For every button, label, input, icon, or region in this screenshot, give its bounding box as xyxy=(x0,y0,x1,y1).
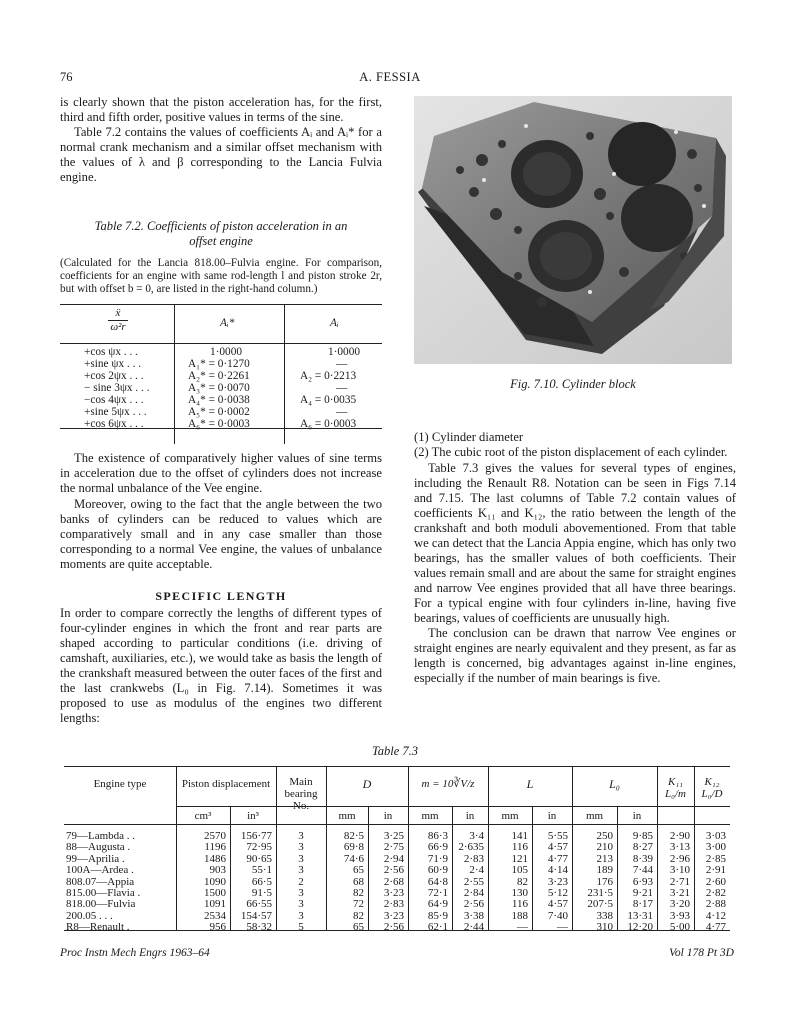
cell-l0-in: 6·93 xyxy=(632,875,653,888)
cell-bearings: 3 xyxy=(298,852,304,865)
figure-caption: Fig. 7.10. Cylinder block xyxy=(510,377,636,391)
table-header xyxy=(60,304,382,344)
cell-l0-in: 9·21 xyxy=(632,887,653,899)
unit-label: in xyxy=(465,810,475,822)
cell-l0-in: 8·39 xyxy=(632,852,653,865)
header-ai-star: Aᵢ* xyxy=(220,317,235,329)
cell-cm3: 1500 xyxy=(204,887,226,899)
cell-cm3: 1091 xyxy=(204,898,226,911)
cell-bearings: 2 xyxy=(298,875,304,888)
cylinder-block-illustration xyxy=(414,96,732,364)
cell-bearings: 3 xyxy=(298,864,304,877)
cell-k12: 3·03 xyxy=(705,830,726,842)
unit-label: mm xyxy=(421,810,439,822)
cell-in3: 66·5 xyxy=(251,875,272,888)
cell-l-mm: 116 xyxy=(511,841,528,854)
cell-d-mm: 82·5 xyxy=(343,830,364,842)
cell-m-mm: 85·9 xyxy=(427,909,448,922)
engine-type-cell: 79—Lambda . . xyxy=(66,830,136,842)
cell-m-mm: 86·3 xyxy=(427,830,448,842)
left-column-bottom xyxy=(60,451,382,726)
table-7-2-note: (Calculated for the Lancia 818.00–Fulvia engine. For comparison, coefficients for an engine with same rod-length l and piston stroke 2r, but with offset b = 0, are listed in the right-hand column.) xyxy=(60,257,382,295)
cell-k11: 2·96 xyxy=(669,852,690,865)
cell-m-in: 2·635 xyxy=(458,841,484,854)
cell-d-in: 2·68 xyxy=(383,875,404,888)
cell-d-mm: 82 xyxy=(353,887,364,899)
cell-m-in: 3·38 xyxy=(463,909,484,922)
cell-l0-in: 13·31 xyxy=(627,909,653,922)
unit-label: cm³ xyxy=(194,810,212,822)
cell-bearings: 3 xyxy=(298,887,304,899)
cell-cm3: 1090 xyxy=(204,875,226,888)
cell-l-in: 5·12 xyxy=(547,887,568,899)
cell-l-mm: 121 xyxy=(511,852,528,865)
header-d: D xyxy=(362,777,372,791)
engine-type-cell: 815.00—Flavia . xyxy=(66,887,141,899)
cell-m-in: 2·4 xyxy=(469,864,484,877)
table-7-2-caption: Table 7.2. Coefficients of piston acceleration in an offset engine xyxy=(94,219,348,248)
table-7-3-title: Table 7.3 xyxy=(371,744,419,758)
table-row xyxy=(64,922,730,933)
cell-l0-in: 8·17 xyxy=(632,898,653,911)
cell-k11: 3·10 xyxy=(669,864,690,877)
cell-d-in: 2·56 xyxy=(383,921,404,934)
section-title: SPECIFIC LENGTH xyxy=(155,589,287,603)
cell-l-in: 3·23 xyxy=(547,875,568,888)
engine-type-cell: R8—Renault . xyxy=(66,921,130,934)
paragraph: The existence of comparatively higher values of sine terms in acceleration due to the offset of cylinders does not increase the normal unbalance of the Vee engine. xyxy=(60,451,382,495)
unit-label: mm xyxy=(501,810,519,822)
cell-in3: 55·1 xyxy=(251,864,272,877)
running-head: A. FESSIA xyxy=(359,70,421,84)
header-piston-displacement: Piston displacement xyxy=(181,778,271,790)
cell-l0-mm: 213 xyxy=(596,852,613,865)
cell-l-in: 7·40 xyxy=(547,909,568,922)
cell-in3: 91·5 xyxy=(251,887,272,899)
cell-k11: 3·20 xyxy=(669,898,690,911)
cell-l0-in: 12·20 xyxy=(627,921,653,934)
header-engine-type: Engine type xyxy=(93,778,147,790)
cell-d-in: 2·83 xyxy=(383,898,404,911)
cell-bearings: 3 xyxy=(298,898,304,911)
cell-l0-mm: 338 xyxy=(596,909,613,922)
unit-label: in xyxy=(632,810,642,822)
cell-d-mm: 82 xyxy=(353,909,364,922)
k11-ratio: L₀/m xyxy=(665,788,686,800)
cell-cm3: 2570 xyxy=(204,830,226,842)
cell-in3: 72·95 xyxy=(246,841,272,854)
k12-ratio: L₀/D xyxy=(701,788,723,800)
engine-type-cell: 99—Aprilia . xyxy=(66,852,125,865)
acceleration-ratio-header xyxy=(70,307,166,334)
cell-in3: 90·65 xyxy=(246,852,272,865)
cell-bearings: 3 xyxy=(298,841,304,854)
cell-cm3: 956 xyxy=(209,921,226,934)
cell-k12: 2·88 xyxy=(705,898,726,911)
footer-journal: Proc Instn Mech Engrs 1963–64 xyxy=(60,947,210,959)
cell-m-mm: 60·9 xyxy=(427,864,448,877)
cell-l-mm: 188 xyxy=(511,909,528,922)
cell-in3: 58·32 xyxy=(246,921,272,934)
cell-l0-in: 7·44 xyxy=(632,864,653,877)
cell-m-mm: 64·8 xyxy=(427,875,448,888)
cell-bearings: 3 xyxy=(298,909,304,922)
cell-in3: 66·55 xyxy=(246,898,272,911)
cylinder-block-photo xyxy=(414,96,732,364)
cell-d-in: 3·23 xyxy=(383,909,404,922)
fraction-denominator: ω²r xyxy=(110,321,126,333)
unit-label: mm xyxy=(338,810,356,822)
cell-k12: 2·85 xyxy=(705,852,726,865)
cell-cm3: 1486 xyxy=(204,852,226,865)
cell-d-in: 2·94 xyxy=(383,852,404,865)
cell-k11: 3·21 xyxy=(669,887,690,899)
cell-l0-mm: 176 xyxy=(596,875,613,888)
cell-m-mm: 71·9 xyxy=(427,852,448,865)
footer-volume: Vol 178 Pt 3D xyxy=(669,947,734,959)
cell-l-mm: 82 xyxy=(517,875,528,888)
cell-k12: 2·91 xyxy=(705,864,726,877)
cell-l-in: — xyxy=(557,921,568,934)
cell-l-in: 4·14 xyxy=(547,864,568,877)
cell-d-mm: 74·6 xyxy=(343,852,364,865)
cell-l0-mm: 189 xyxy=(596,864,613,877)
k12-symbol: K₁₂ xyxy=(704,776,720,788)
cell-l0-mm: 310 xyxy=(596,921,613,934)
cell-d-mm: 65 xyxy=(353,864,364,877)
table-body: +cos ψx . . . 1·0000 1·0000 +sine ψx . . . A₁* = 0·1270 — +cos 2ψx . . . A₂* = 0·2261 A₂ = 0·2213 − sine 3ψx . . . A₃* = 0·0070 — −cos 4ψx . . . A₄* = 0·0038 A₄ = 0·0035 +sine 5ψx . . . A₅* = 0·0002 — +cos 6ψx . . . A₆* = 0·0003 A₆ = 0·0003 xyxy=(60,346,382,432)
cell-k12: 2·60 xyxy=(705,875,726,888)
cell-k12: 2·82 xyxy=(705,887,726,899)
list-item: (1) Cylinder diameter xyxy=(414,430,524,444)
paragraph: Moreover, owing to the fact that the angle between the two banks of cylinders can be reduced to values which are comparatively small and in any case smaller than those corresponding to a normal Vee engine, the values of unbalance moments are quite acceptable. xyxy=(60,497,382,571)
fraction-numerator: ẍ xyxy=(108,307,129,321)
cell-in3: 156·77 xyxy=(240,830,272,842)
cell-m-mm: 64·9 xyxy=(427,898,448,911)
header-m: m = 10∛V/z xyxy=(421,778,475,790)
cell-d-in: 3·25 xyxy=(383,830,404,842)
cell-l-in: 4·57 xyxy=(547,841,568,854)
cell-in3: 154·57 xyxy=(240,909,272,922)
cell-m-in: 2·56 xyxy=(463,898,484,911)
cell-k11: 3·93 xyxy=(669,909,690,922)
unit-label: in xyxy=(383,810,393,822)
paragraph: The conclusion can be drawn that narrow Vee engines or straight engines are nearly equivalent and they present, as far as length is concerned, big advantages against in-line engines, especially if the number of main bearings is five. xyxy=(414,626,736,685)
cell-d-mm: 72 xyxy=(353,898,364,911)
page-number: 76 xyxy=(60,70,73,84)
header-main-bearing: Main bearing No. xyxy=(284,776,318,812)
cell-l-mm: 130 xyxy=(511,887,528,899)
engine-type-cell: 200.05 . . . xyxy=(66,909,113,922)
cell-l0-mm: 207·5 xyxy=(587,898,613,911)
cell-l-in: 4·77 xyxy=(547,852,568,865)
cell-d-in: 2·75 xyxy=(383,841,404,854)
cell-l0-mm: 250 xyxy=(596,830,613,842)
cell-k11: 3·13 xyxy=(669,841,690,854)
table-7-2 xyxy=(60,304,382,432)
cell-bearings: 3 xyxy=(298,830,304,842)
engine-type-cell: 88—Augusta . xyxy=(66,841,131,854)
cell-m-in: 2·83 xyxy=(463,852,484,865)
cell-l-mm: 141 xyxy=(511,830,528,842)
cell-l0-in: 9·85 xyxy=(632,830,653,842)
cell-m-in: 3·4 xyxy=(469,830,484,842)
cell-k12: 3·00 xyxy=(705,841,726,854)
left-column-top xyxy=(60,95,382,185)
cell-m-in: 2·55 xyxy=(463,875,484,888)
cell-l-mm: — xyxy=(517,921,528,934)
cell-m-mm: 66·9 xyxy=(427,841,448,854)
cell-m-in: 2·44 xyxy=(463,921,484,934)
header-l0: L₀ xyxy=(609,777,620,791)
header-l: L xyxy=(526,777,534,791)
cell-cm3: 1196 xyxy=(204,841,226,854)
cell-k11: 2·90 xyxy=(669,830,690,842)
engine-type-cell: 818.00—Fulvia xyxy=(66,898,136,911)
cell-l0-mm: 231·5 xyxy=(587,887,613,899)
cell-k11: 5·00 xyxy=(669,921,690,934)
cell-l-in: 4·57 xyxy=(547,898,568,911)
cell-l-in: 5·55 xyxy=(547,830,568,842)
unit-label: in³ xyxy=(247,810,259,822)
paragraph: is clearly shown that the piston acceleration has, for the first, third and fifth order, positive values in terms of the sine. xyxy=(60,95,382,124)
cell-bearings: 5 xyxy=(298,921,304,934)
cell-l-mm: 105 xyxy=(511,864,528,877)
unit-label: mm xyxy=(585,810,604,822)
paragraph: In order to compare correctly the lengths of different types of four-cylinder engines in which the front and rear parts are shaped according to particular conditions (i.e. driving of camshaft, auxiliaries, etc.), we would take as basis the length of the crankshaft measured between the outer faces of the first and the last crankwebs (L₀ in Fig. 7.14). Sometimes it was proposed to use as modulus of the engines two different lengths: xyxy=(60,606,382,725)
paragraph: Table 7.3 gives the values for several types of engines, including the Renault R8. Notation can be seen in Figs 7.14 and 7.15. The last columns of Table 7.2 contain values of coefficients K₁₁ and K₁₂, the ratio between the length of the crankshaft and both moduli abovementioned. From that table we can detect that the Lancia Appia engine, which has only two bearings, has the smaller values of both coefficients. Their values remain small and are about the same for straight engines and narrow Vee engines provided that all have three bearings. For a typical engine with four cylinders in-line, having five bearings, values of coefficients are unusually high. xyxy=(414,461,736,625)
cell-d-in: 3·23 xyxy=(383,887,404,899)
list-item: (2) The cubic root of the piston displacement of each cylinder. xyxy=(414,445,728,459)
k11-symbol: K₁₁ xyxy=(668,776,683,788)
header-k11 xyxy=(657,776,694,800)
cell-k12: 4·12 xyxy=(705,909,726,922)
paragraph: Table 7.2 contains the values of coefficients Aᵢ and Aᵢ* for a normal crank mechanism and a similar offset mechanism with the values of λ and β corresponding to the Lancia Fulvia engine. xyxy=(60,125,382,184)
cell-k11: 2·71 xyxy=(669,875,690,888)
right-column-text xyxy=(414,430,736,686)
header-ai: Aᵢ xyxy=(330,317,339,329)
table-row xyxy=(64,865,730,876)
header-k12 xyxy=(694,776,730,800)
cell-l-mm: 116 xyxy=(511,898,528,911)
unit-label: in xyxy=(547,810,557,822)
cell-d-mm: 65 xyxy=(353,921,364,934)
cell-d-mm: 68 xyxy=(353,875,364,888)
cell-d-in: 2·56 xyxy=(383,864,404,877)
cell-l0-in: 8·27 xyxy=(632,841,653,854)
engine-type-cell: 100A—Ardea . xyxy=(66,864,134,877)
engine-type-cell: 808.07—Appia xyxy=(66,875,135,888)
cell-m-mm: 62·1 xyxy=(427,921,448,934)
cell-m-mm: 72·1 xyxy=(427,887,448,899)
cell-cm3: 903 xyxy=(209,864,226,877)
cell-k12: 4·77 xyxy=(705,921,726,934)
cell-l0-mm: 210 xyxy=(596,841,613,854)
cell-d-mm: 69·8 xyxy=(343,841,364,854)
cell-cm3: 2534 xyxy=(204,909,226,922)
cell-m-in: 2·84 xyxy=(463,887,484,899)
